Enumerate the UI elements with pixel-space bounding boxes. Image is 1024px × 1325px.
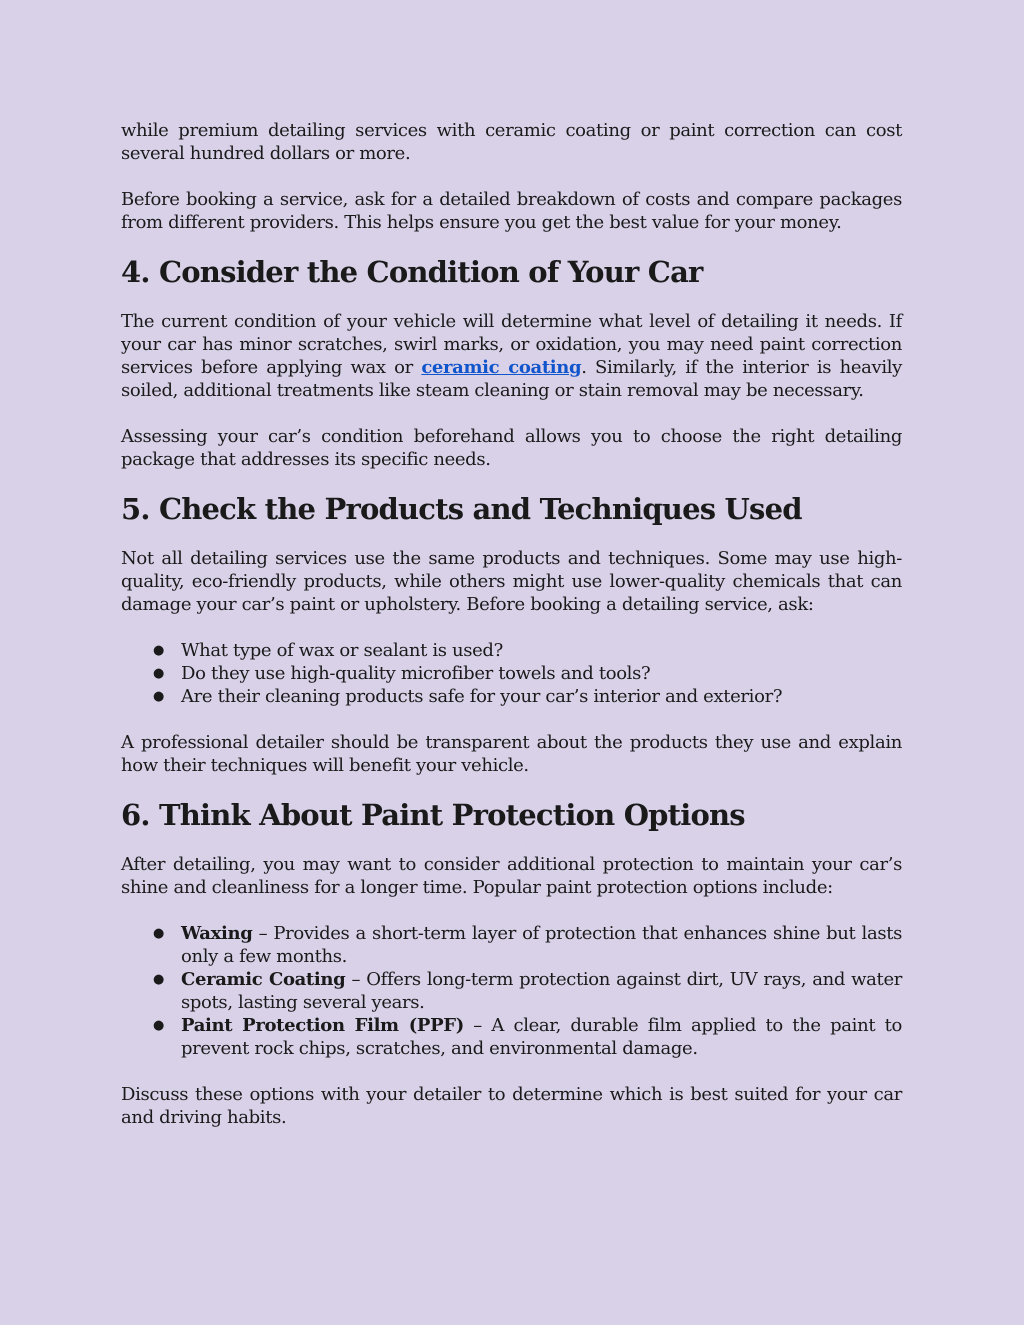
- section-6-heading: 6. Think About Paint Protection Options: [121, 798, 745, 832]
- section-4-paragraph-1: [121, 310, 902, 402]
- section-5-paragraph-2: A professional detailer should be transparent about the products they use and explain how their techniques will benefit your vehicle.: [121, 732, 902, 776]
- list-item: [121, 968, 902, 1014]
- option-description: – Offers long-term protection against dirt, UV rays, and water spots, lasting several years.: [181, 969, 902, 1013]
- list-item: [121, 1014, 902, 1060]
- option-term: Paint Protection Film (PPF): [181, 1015, 464, 1036]
- option-term: Ceramic Coating: [181, 969, 346, 990]
- questions-list: [121, 639, 902, 708]
- section-5-heading: 5. Check the Products and Techniques Used: [121, 492, 802, 526]
- list-item-text: Do they use high-quality microfiber towels and tools?: [181, 663, 651, 684]
- list-item: [121, 639, 902, 662]
- bullet-icon: ●: [153, 926, 164, 941]
- ceramic-coating-link[interactable]: ceramic coating: [421, 357, 582, 378]
- intro-paragraph-1: while premium detailing services with ceramic coating or paint correction can cost several hundred dollars or more.: [121, 120, 902, 164]
- list-item-text: What type of wax or sealant is used?: [181, 640, 503, 661]
- list-item: [121, 685, 902, 708]
- section-4-text-before-link: The current condition of your vehicle will determine what level of detailing it needs. If your car has minor scratches, swirl marks, or oxidation, you may need paint correction services before applying wax or: [121, 311, 902, 378]
- section-4-paragraph-2: Assessing your car’s condition beforehand allows you to choose the right detailing package that addresses its specific needs.: [121, 426, 902, 470]
- bullet-icon: ●: [153, 643, 164, 658]
- section-5-paragraph-1: Not all detailing services use the same products and techniques. Some may use high-quality, eco-friendly products, while others might use lower-quality chemicals that can damage your car’s paint or upholstery. Before booking a detailing service, ask:: [121, 548, 902, 615]
- section-4-heading: 4. Consider the Condition of Your Car: [121, 255, 703, 289]
- option-description: – A clear, durable film applied to the paint to prevent rock chips, scratches, and environmental damage.: [181, 1015, 902, 1059]
- section-6-paragraph-1: After detailing, you may want to consider additional protection to maintain your car’s shine and cleanliness for a longer time. Popular paint protection options include:: [121, 854, 902, 898]
- bullet-icon: ●: [153, 689, 164, 704]
- section-4-text-after-link: . Similarly, if the interior is heavily soiled, additional treatments like steam cleaning or stain removal may be necessary.: [121, 357, 902, 401]
- bullet-icon: ●: [153, 666, 164, 681]
- bullet-icon: ●: [153, 1018, 164, 1033]
- option-description: – Provides a short-term layer of protection that enhances shine but lasts only a few months.: [181, 923, 902, 967]
- document-body: [121, 119, 902, 1129]
- bullet-icon: ●: [153, 972, 164, 987]
- option-term: Waxing: [181, 923, 253, 944]
- list-item: [121, 922, 902, 968]
- intro-paragraph-2: Before booking a service, ask for a detailed breakdown of costs and compare packages from different providers. This helps ensure you get the best value for your money.: [121, 189, 902, 233]
- list-item: [121, 662, 902, 685]
- section-6-paragraph-2: Discuss these options with your detailer to determine which is best suited for your car and driving habits.: [121, 1084, 902, 1128]
- list-item-text: Are their cleaning products safe for your car’s interior and exterior?: [181, 686, 783, 707]
- protection-options-list: [121, 922, 902, 1060]
